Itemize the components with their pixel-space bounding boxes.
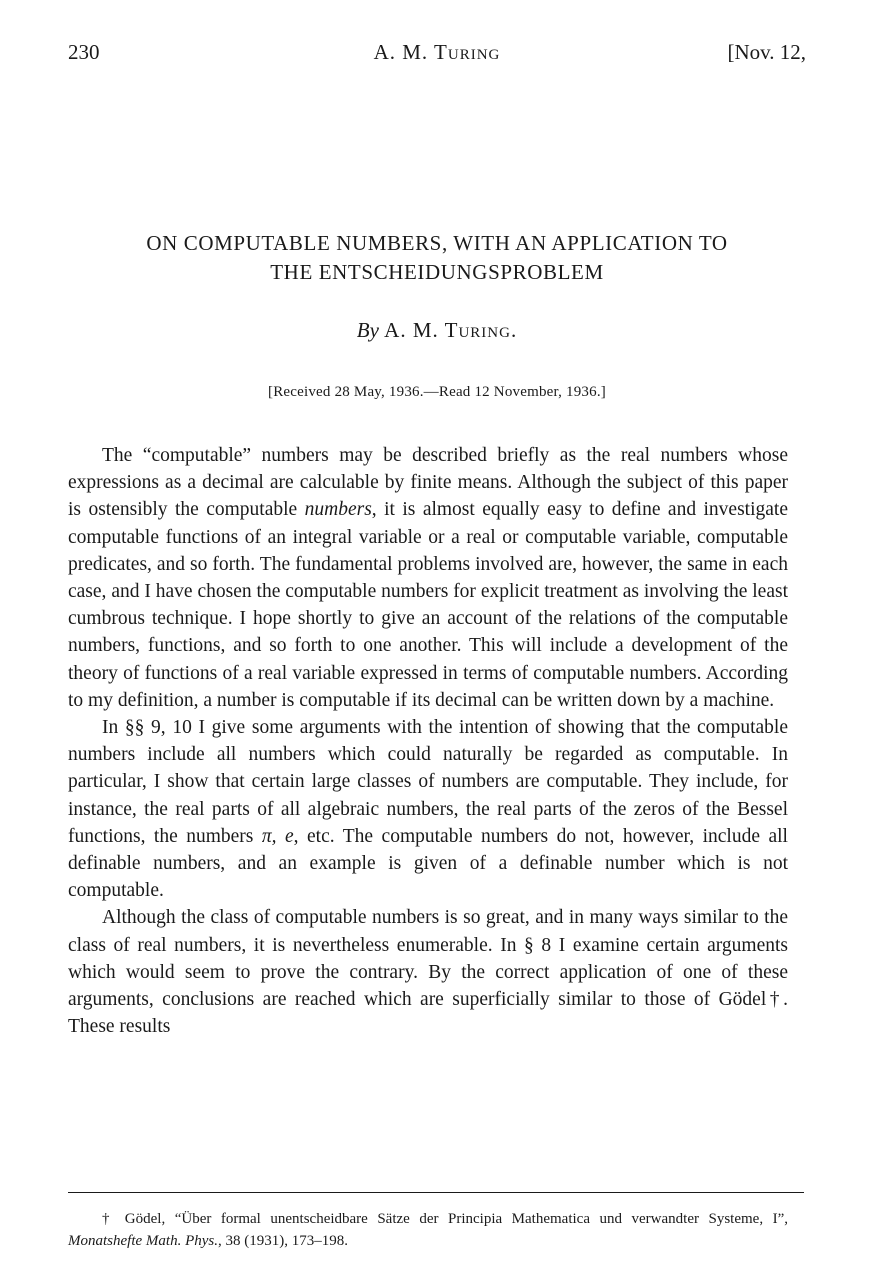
page-number: 230 [68,40,100,64]
running-head-author: A. M. Turing [373,40,501,64]
paragraph-1-text-a: The “computable” numbers may be described briefly as the real numbers whose expressions as a decimal are calculable by finite means. Although the subject of this paper is ostensibly the computable [68,445,788,521]
running-head [68,40,806,70]
paragraph-1 [68,442,788,714]
footnote-text-b: , 38 (1931), 173–198. [217,1233,348,1249]
paragraph-1-text-b: , it is almost equally easy to define and investigate computable functions of an integral variable or a real or computable variable, computable predicates, and so forth. The fundamental problems involved are, however, the same in each case, and I have chosen the computable numbers for explicit treatment as involving the least cumbrous technique. I hope shortly to give an account of the relations of the computable numbers, functions, and so forth to one another. This will include a development of the theory of functions of a real variable expressed in terms of computable numbers. According to my definition, a number is computable if its decimal can be written down by a machine. [68,499,788,711]
paragraph-3: Although the class of computable numbers is so great, and in many ways similar to the class of real numbers, it is nevertheless enumerable. In § 8 I examine certain arguments which would seem to prove the contrary. By the correct application of one of these arguments, conclusions are reached which are superficially similar to those of Gödel†. These results [68,907,788,1038]
paragraph-2-text-b: , etc. The computable numbers do not, however, include all definable numbers, and an example is given of a definable number which is not computable. [68,825,788,902]
title-line-2: THE ENTSCHEIDUNGSPROBLEM [270,260,604,284]
byline-author: A. M. Turing. [384,318,518,342]
byline-by: By [356,318,379,342]
paragraph-2 [68,714,788,904]
footnote [68,1208,788,1252]
byline [0,318,874,343]
body-text [68,442,788,1040]
title-line-1: ON COMPUTABLE NUMBERS, WITH AN APPLICATION TO [146,231,728,255]
paper-title [60,229,814,287]
footnote-text-a: † Gödel, “Über formal unentscheidbare Sätze der Principia Mathematica und verwandter Systeme, I”, [102,1211,788,1227]
footnote-divider [68,1192,804,1193]
received-note: [Received 28 May, 1936.—Read 12 November, 1936.] [268,384,606,400]
running-head-date: [Nov. 12, [727,40,806,64]
footnote-journal: Monatshefte Math. Phys. [68,1233,218,1249]
paragraph-1-emphasis: numbers [304,499,372,521]
paragraph-2-text-a: In §§ 9, 10 I give some arguments with the intention of showing that the computable numbers include all numbers which could naturally be regarded as computable. In particular, I show that certain large classes of numbers are computable. They include, for instance, the real parts of all algebraic numbers, the real parts of the zeros of the Bessel functions, the numbers [68,717,788,847]
paragraph-2-emphasis: π, e [261,825,294,847]
